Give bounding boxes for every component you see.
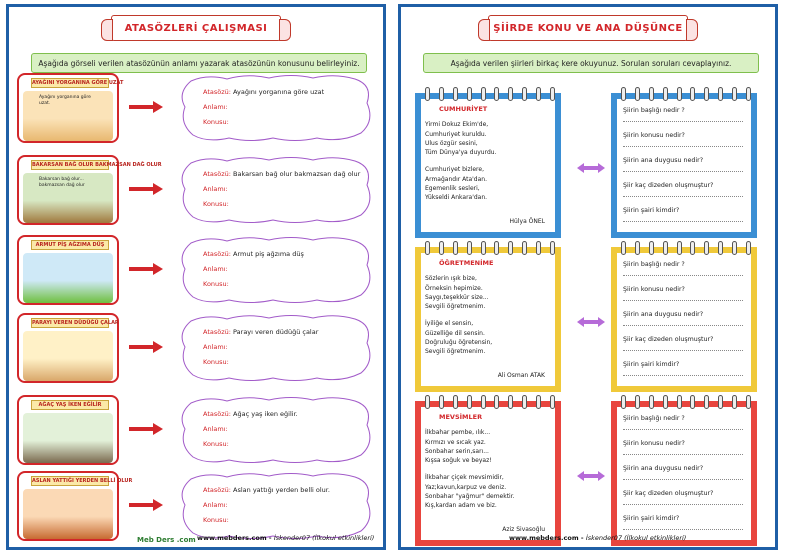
binder-ring-icon — [746, 87, 751, 101]
picture-title: AYAĞINI YORGANINA GÖRE UZAT — [32, 80, 124, 86]
poem-card — [415, 93, 561, 238]
binder-ring-icon — [439, 87, 444, 101]
binder-ring-icon — [663, 241, 668, 255]
binder-ring-icon — [494, 395, 499, 409]
binder-ring-icon — [677, 395, 682, 409]
question-text: Şiirin konusu nedir? — [623, 286, 685, 293]
binder-ring-icon — [621, 395, 626, 409]
poem-line: Sevgili öğretmenim. — [425, 303, 486, 311]
topic-label: Konusu: — [203, 280, 229, 288]
binder-ring-icon — [508, 87, 513, 101]
question-text: Şiirin şairi kimdir? — [623, 515, 680, 522]
binder-ring-icon — [746, 395, 751, 409]
poem-line: Sözlerin ışık bize, — [425, 275, 477, 283]
binder-ring-icon — [621, 87, 626, 101]
proverb-label: Atasözü: — [203, 170, 231, 178]
question-text: Şiirin başlığı nedir ? — [623, 107, 685, 114]
binder-ring-icon — [649, 241, 654, 255]
question-text: Şiirin konusu nedir? — [623, 132, 685, 139]
proverb-label: Atasözü: — [203, 328, 231, 336]
picture-title: BAKARSAN BAĞ OLUR BAKMAZSAN DAĞ OLUR — [32, 162, 162, 168]
binder-ring-icon — [621, 241, 626, 255]
binder-ring-icon — [635, 87, 640, 101]
poem-line: İlkbahar çiçek mevsimidir, — [425, 474, 504, 482]
right-arrow-icon — [129, 499, 163, 511]
poem-card — [415, 401, 561, 546]
answer-line[interactable] — [623, 497, 743, 505]
questions-card — [611, 247, 757, 392]
meaning-label: Anlamı: — [203, 185, 228, 193]
poem-line: Güzelliğe dil sensin. — [425, 329, 485, 337]
binder-ring-icon — [494, 241, 499, 255]
binder-ring-icon — [508, 395, 513, 409]
binder-ring-icon — [718, 395, 723, 409]
poem-line: Tüm Dünya'ya duyurdu. — [425, 149, 497, 157]
answer-line[interactable] — [623, 164, 743, 172]
meaning-label: Anlamı: — [203, 265, 228, 273]
binder-ring-icon — [704, 241, 709, 255]
question-text: Şiirin konusu nedir? — [623, 440, 685, 447]
binder-ring-icon — [439, 395, 444, 409]
binder-ring-icon — [522, 241, 527, 255]
left-worksheet — [6, 4, 386, 550]
answer-line[interactable] — [623, 522, 743, 530]
question-text: Şiirin başlığı nedir ? — [623, 415, 685, 422]
binder-ring-icon — [550, 87, 555, 101]
binder-ring-icon — [649, 395, 654, 409]
binder-ring-icon — [425, 395, 430, 409]
poem-card — [415, 247, 561, 392]
meaning-label: Anlamı: — [203, 425, 228, 433]
binder-ring-icon — [677, 87, 682, 101]
poem-line: Yükseldi Ankara'dan. — [425, 194, 488, 202]
proverb-picture — [17, 395, 119, 465]
left-footer: www.mebders.com - İskender07 (İlkokul etkinlikleri) — [197, 534, 375, 542]
question-text: Şiirin ana duygusu nedir? — [623, 157, 704, 164]
question-text: Şiir kaç dizeden oluşmuştur? — [623, 182, 714, 189]
right-arrow-icon — [129, 341, 163, 353]
question-text: Şiirin şairi kimdir? — [623, 207, 680, 214]
answer-line[interactable] — [623, 472, 743, 480]
binder-ring-icon — [467, 395, 472, 409]
proverb-picture — [17, 313, 119, 383]
binder-ring-icon — [704, 87, 709, 101]
answer-line[interactable] — [623, 268, 743, 276]
binder-ring-icon — [635, 395, 640, 409]
binder-ring-icon — [732, 87, 737, 101]
right-footer: www.mebders.com - İskender07 (İlkokul etkinlikleri) — [509, 534, 687, 542]
cartoon-illustration — [23, 413, 113, 463]
binder-ring-icon — [467, 87, 472, 101]
binder-ring-icon — [481, 395, 486, 409]
topic-label: Konusu: — [203, 440, 229, 448]
binder-ring-icon — [690, 395, 695, 409]
poem-author: Aziz Sivasoğlu — [502, 525, 545, 533]
questions-card — [611, 401, 757, 546]
proverb-label: Atasözü: — [203, 88, 231, 96]
answer-line[interactable] — [623, 447, 743, 455]
proverb-text: Parayı veren düdüğü çalar — [233, 328, 319, 336]
poem-line: Örneksin hepimize. — [425, 284, 483, 292]
left-instruction: Aşağıda görseli verilen atasözünün anlamı yazarak atasözünün konusunu belirleyiniz. — [31, 53, 367, 73]
binder-ring-icon — [522, 395, 527, 409]
proverb-text: Bakarsan bağ olur bakmazsan dağ olur — [233, 170, 361, 178]
right-arrow-icon — [129, 183, 163, 195]
binder-ring-icon — [690, 241, 695, 255]
binder-ring-icon — [550, 395, 555, 409]
binder-ring-icon — [718, 87, 723, 101]
double-arrow-icon — [577, 317, 605, 327]
poem-line: Cumhuriyet bizlere, — [425, 166, 484, 174]
double-arrow-icon — [577, 471, 605, 481]
poem-line: İyiliğe el sensin, — [425, 320, 474, 328]
questions-card — [611, 93, 757, 238]
poem-author: Hülya ÖNEL — [509, 217, 545, 225]
binder-ring-icon — [425, 241, 430, 255]
question-text: Şiirin şairi kimdir? — [623, 361, 680, 368]
topic-label: Konusu: — [203, 200, 229, 208]
binder-ring-icon — [508, 241, 513, 255]
proverb-text: Ayağını yorganına göre uzat — [233, 88, 325, 96]
cartoon-illustration — [23, 489, 113, 539]
picture-title: PARAYI VEREN DÜDÜĞÜ ÇALAR — [32, 320, 119, 326]
binder-ring-icon — [718, 241, 723, 255]
answer-line[interactable] — [623, 368, 743, 376]
picture-caption: Ayağını yorganına göre uzat. — [39, 95, 91, 106]
question-text: Şiir kaç dizeden oluşmuştur? — [623, 336, 714, 343]
left-title: ATASÖZLERİ ÇALIŞMASI — [111, 15, 281, 41]
binder-ring-icon — [677, 241, 682, 255]
right-instruction: Aşağıda verilen şiirleri birkaç kere okuyunuz. Sorulan soruları cevaplayınız. — [423, 53, 759, 73]
answer-line[interactable] — [623, 422, 743, 430]
meaning-label: Anlamı: — [203, 501, 228, 509]
proverb-picture — [17, 73, 124, 143]
proverb-text: Armut piş ağzıma düş — [233, 250, 304, 258]
answer-line[interactable] — [623, 293, 743, 301]
poem-line: Sevgili öğretmenim. — [425, 348, 486, 356]
binder-ring-icon — [746, 241, 751, 255]
right-arrow-icon — [129, 263, 163, 275]
binder-ring-icon — [481, 241, 486, 255]
binder-ring-icon — [453, 395, 458, 409]
proverb-picture — [17, 155, 162, 225]
picture-title: ARMUT PİŞ AĞZIMA DÜŞ — [31, 240, 109, 250]
binder-ring-icon — [494, 87, 499, 101]
proverb-picture — [17, 471, 133, 541]
poem-line: Sonbahar "yağmur" demektir. — [425, 493, 515, 501]
topic-label: Konusu: — [203, 516, 229, 524]
poem-line: İlkbahar pembe, ılık... — [425, 429, 491, 437]
question-text: Şiir kaç dizeden oluşmuştur? — [623, 490, 714, 497]
poem-line: Saygı,teşekkür size... — [425, 293, 489, 301]
right-arrow-icon — [129, 423, 163, 435]
topic-label: Konusu: — [203, 118, 229, 126]
cartoon-illustration — [23, 331, 113, 381]
binder-ring-icon — [481, 87, 486, 101]
binder-ring-icon — [536, 87, 541, 101]
right-title: ŞİİRDE KONU VE ANA DÜŞÜNCE — [488, 15, 688, 41]
poem-title: ÖĞRETMENİME — [439, 259, 494, 267]
poem-line: Doğruluğu öğretensin, — [425, 339, 493, 347]
binder-ring-icon — [467, 241, 472, 255]
poem-line: Ulus özgür sesini, — [425, 139, 478, 147]
binder-ring-icon — [550, 241, 555, 255]
poem-title: MEVSİMLER — [439, 413, 483, 421]
picture-title: ASLAN YATTIĞI YERDEN BELLİ OLUR — [32, 478, 133, 484]
binder-ring-icon — [536, 241, 541, 255]
binder-ring-icon — [732, 395, 737, 409]
proverb-label: Atasözü: — [203, 250, 231, 258]
answer-line[interactable] — [623, 189, 743, 197]
picture-caption: Bakarsan bağ olur... bakmazsan dağ olur — [39, 177, 85, 188]
proverb-row — [17, 471, 377, 543]
poem-line: Yaz;kavun,karpuz ve deniz. — [425, 483, 507, 491]
mebders-logo: Meb Ders .com — [137, 536, 196, 544]
meaning-label: Anlamı: — [203, 103, 228, 111]
question-text: Şiirin başlığı nedir ? — [623, 261, 685, 268]
proverb-label: Atasözü: — [203, 486, 231, 494]
poem-line: Yirmi Dokuz Ekim'de, — [425, 121, 489, 129]
right-arrow-icon — [129, 101, 163, 113]
right-worksheet — [398, 4, 778, 550]
binder-ring-icon — [704, 395, 709, 409]
poem-title: CUMHURİYET — [439, 105, 488, 113]
double-arrow-icon — [577, 163, 605, 173]
topic-label: Konusu: — [203, 358, 229, 366]
proverb-label: Atasözü: — [203, 410, 231, 418]
question-text: Şiirin ana duygusu nedir? — [623, 465, 704, 472]
binder-ring-icon — [663, 87, 668, 101]
answer-line[interactable] — [623, 318, 743, 326]
poem-line: Armağandır Ata'dan. — [425, 175, 487, 183]
proverb-row — [17, 235, 377, 307]
binder-ring-icon — [453, 87, 458, 101]
poem-line: Cumhuriyet kuruldu. — [425, 130, 487, 138]
question-text: Şiirin ana duygusu nedir? — [623, 311, 704, 318]
binder-ring-icon — [536, 395, 541, 409]
answer-line[interactable] — [623, 114, 743, 122]
picture-title: AĞAÇ YAŞ İKEN EĞİLİR — [31, 400, 109, 410]
meaning-label: Anlamı: — [203, 343, 228, 351]
proverb-text: Ağaç yaş iken eğilir. — [233, 410, 298, 418]
poem-line: Kırmızı ve sıcak yaz. — [425, 438, 486, 446]
answer-line[interactable] — [623, 214, 743, 222]
poem-author: Ali Osman ATAK — [497, 371, 545, 379]
poem-line: Egemenlik sesleri, — [425, 185, 480, 193]
binder-ring-icon — [732, 241, 737, 255]
binder-ring-icon — [522, 87, 527, 101]
proverb-row — [17, 313, 377, 385]
proverb-text: Aslan yattığı yerden belli olur. — [233, 486, 330, 494]
poem-line: Kış,kardan adam ve biz. — [425, 502, 497, 510]
proverb-row — [17, 155, 377, 227]
proverb-row — [17, 395, 377, 467]
binder-ring-icon — [635, 241, 640, 255]
poem-line: Sonbahar serin,sarı... — [425, 447, 489, 455]
cartoon-illustration — [23, 253, 113, 303]
answer-line[interactable] — [623, 343, 743, 351]
binder-ring-icon — [649, 87, 654, 101]
proverb-row — [17, 73, 377, 145]
binder-ring-icon — [690, 87, 695, 101]
binder-ring-icon — [453, 241, 458, 255]
binder-ring-icon — [425, 87, 430, 101]
proverb-picture — [17, 235, 119, 305]
binder-ring-icon — [663, 395, 668, 409]
binder-ring-icon — [439, 241, 444, 255]
answer-line[interactable] — [623, 139, 743, 147]
poem-line: Kışsa soğuk ve beyaz! — [425, 457, 492, 465]
